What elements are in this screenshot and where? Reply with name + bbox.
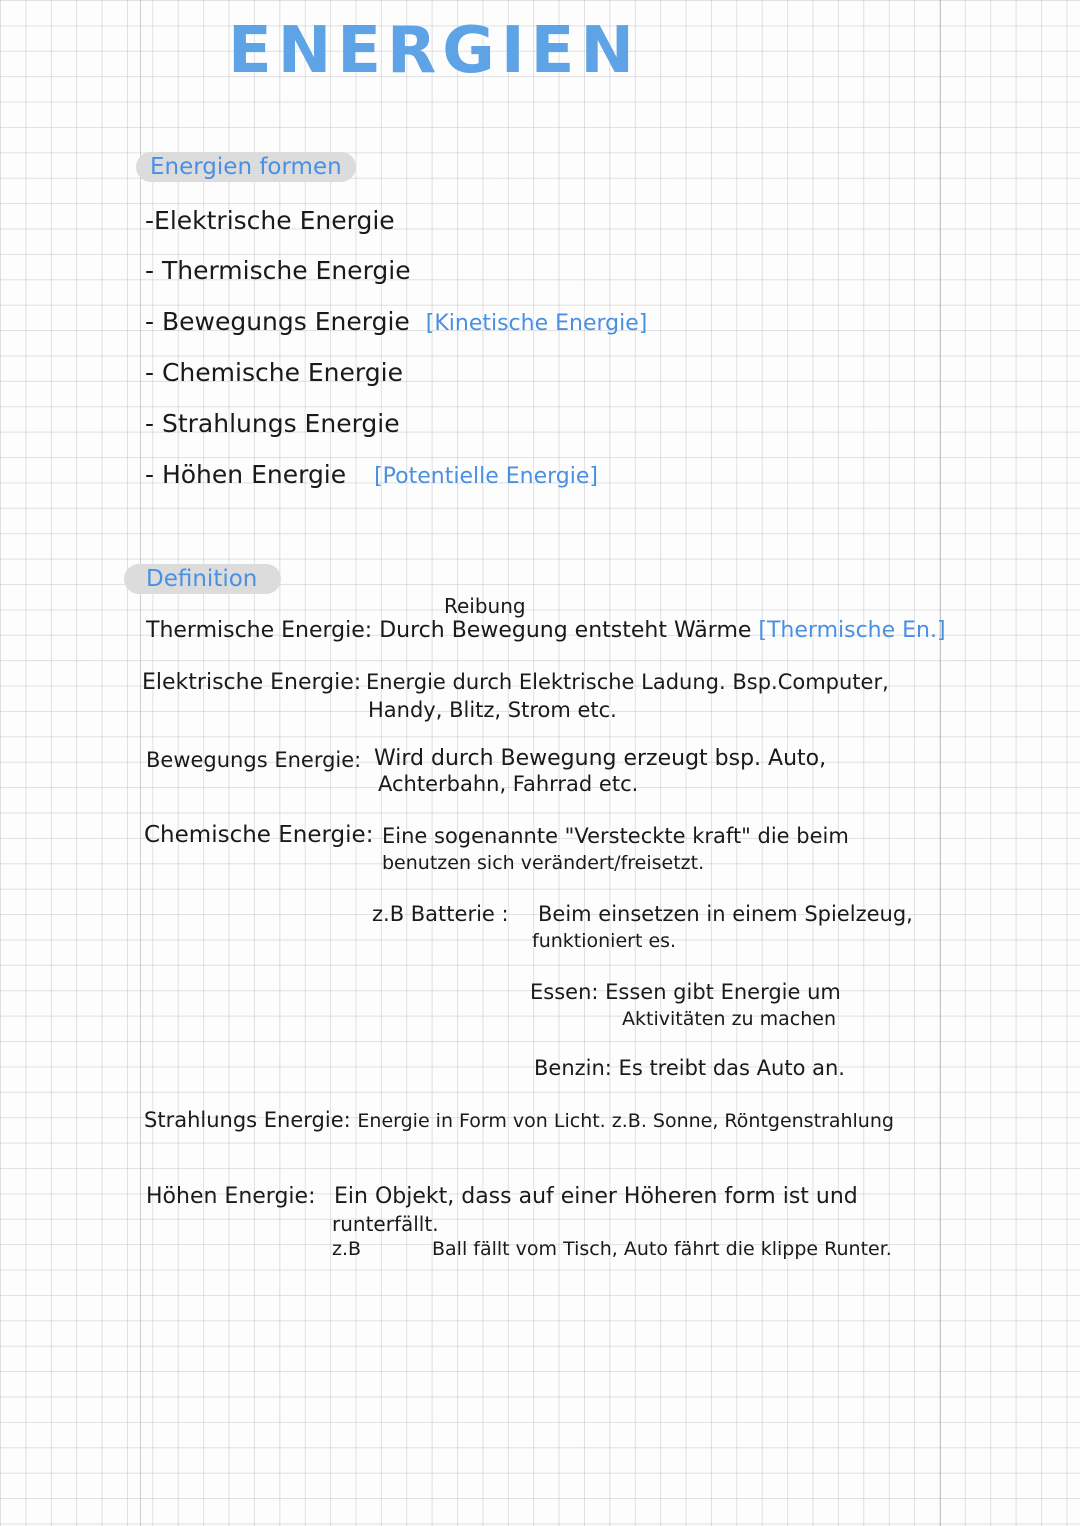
definition-hoehe-line1: Ein Objekt, dass auf einer Höheren form ist und	[334, 1184, 858, 1209]
definition-thermisch: Thermische Energie: Durch Bewegung entsteht Wärme [Thermische En.]	[146, 618, 946, 643]
page-title: ENERGIEN	[228, 14, 640, 88]
list-item: - Chemische Energie	[145, 358, 403, 387]
example-essen-line1: Essen: Essen gibt Energie um	[530, 980, 841, 1004]
list-item: - Thermische Energie	[145, 256, 411, 285]
definition-chemisch-line1: Eine sogenannte "Versteckte kraft" die beim	[382, 824, 849, 848]
section-heading-forms: Energien formen	[136, 152, 356, 182]
example-essen-line2: Aktivitäten zu machen	[622, 1008, 836, 1030]
example-hoehe: Ball fällt vom Tisch, Auto fährt die klippe Runter.	[432, 1238, 892, 1260]
list-item: -Elektrische Energie	[145, 206, 395, 235]
definition-bewegung-label: Bewegungs Energie:	[146, 748, 362, 772]
margin-line-left	[140, 0, 141, 1526]
section-heading-definition: Definition	[124, 564, 281, 594]
list-item-note: [Potentielle Energie]	[374, 464, 598, 489]
list-item: - Höhen Energie [Potentielle Energie]	[145, 460, 598, 489]
definition-hoehe-label: Höhen Energie:	[146, 1184, 316, 1209]
definition-strahlung: Strahlungs Energie: Energie in Form von Licht. z.B. Sonne, Röntgenstrahlung	[144, 1108, 894, 1132]
example-hoehe-zb: z.B	[332, 1238, 362, 1260]
margin-line-right	[940, 0, 941, 1526]
definition-bewegung-line2: Achterbahn, Fahrrad etc.	[378, 772, 639, 796]
list-item: - Strahlungs Energie	[145, 409, 400, 438]
example-batterie-line1: Beim einsetzen in einem Spielzeug,	[538, 902, 913, 926]
definition-hoehe-line2: runterfällt.	[332, 1212, 439, 1236]
list-item-note: [Kinetische Energie]	[425, 311, 648, 336]
definition-elektrisch-label: Elektrische Energie:	[142, 670, 362, 695]
definition-elektrisch-line1: Energie durch Elektrische Ladung. Bsp.Computer,	[366, 670, 889, 694]
definition-chemisch-line2: benutzen sich verändert/freisetzt.	[382, 852, 705, 874]
example-batterie-label: z.B Batterie :	[372, 902, 509, 926]
definition-elektrisch-line2: Handy, Blitz, Strom etc.	[368, 698, 617, 722]
definition-chemisch-label: Chemische Energie:	[144, 822, 374, 848]
list-item: - Bewegungs Energie [Kinetische Energie]	[145, 307, 648, 336]
example-benzin: Benzin: Es treibt das Auto an.	[534, 1056, 845, 1080]
annotation-reibung: Reibung	[444, 594, 526, 618]
definition-bewegung-line1: Wird durch Bewegung erzeugt bsp. Auto,	[374, 746, 827, 771]
example-batterie-line2: funktioniert es.	[532, 930, 677, 952]
